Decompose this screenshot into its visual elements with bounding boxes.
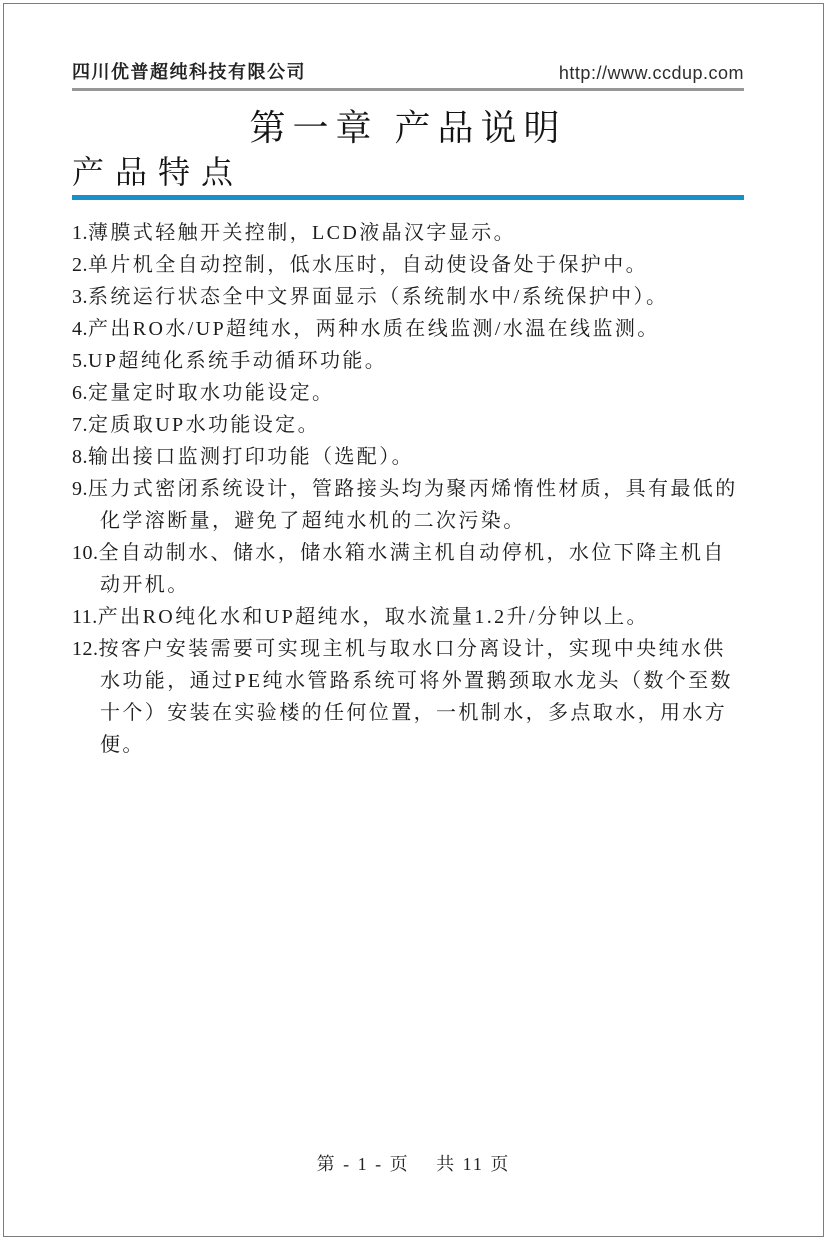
feature-item-7 — [72, 409, 744, 441]
feature-item-12 — [72, 633, 744, 761]
section-underline — [72, 195, 744, 200]
feature-text: 系统运行状态全中文界面显示（系统制水中/系统保护中）。 — [88, 285, 669, 308]
company-name: 四川优普超纯科技有限公司 — [72, 62, 306, 82]
feature-item-2 — [72, 249, 744, 281]
feature-number: 5. — [72, 349, 88, 372]
feature-text: UP超纯化系统手动循环功能。 — [88, 349, 388, 372]
feature-number: 11. — [72, 605, 98, 628]
feature-text: 压力式密闭系统设计，管路接头均为聚丙烯惰性材质，具有最低的化学溶断量，避免了超纯水机的二次污染。 — [88, 477, 738, 532]
feature-number: 1. — [72, 221, 88, 244]
feature-text: 输出接口监测打印功能（选配）。 — [88, 445, 414, 468]
feature-number: 10. — [72, 541, 99, 564]
feature-item-10 — [72, 537, 744, 601]
chapter-title: 第一章 产品说明 — [249, 108, 567, 148]
feature-number: 2. — [72, 253, 88, 276]
feature-text: 薄膜式轻触开关控制，LCD液晶汉字显示。 — [88, 221, 516, 244]
page-number-footer: 第 - 1 - 页 共 11 页 — [316, 1154, 511, 1174]
feature-text: 全自动制水、储水，储水箱水满主机自动停机，水位下降主机自动开机。 — [98, 541, 726, 596]
feature-item-3 — [72, 281, 744, 313]
feature-number: 4. — [72, 317, 88, 340]
website-url: http://www.ccdup.com — [558, 63, 744, 83]
feature-text: 单片机全自动控制，低水压时，自动使设备处于保护中。 — [88, 253, 648, 276]
feature-number: 9. — [72, 477, 88, 500]
feature-item-5 — [72, 345, 744, 377]
header-rule — [72, 88, 744, 91]
feature-number: 7. — [72, 413, 88, 436]
page-content — [72, 0, 744, 761]
feature-number: 8. — [72, 445, 88, 468]
feature-list — [72, 217, 744, 761]
feature-item-8 — [72, 441, 744, 473]
feature-text: 定量定时取水功能设定。 — [88, 381, 335, 404]
feature-number: 6. — [72, 381, 88, 404]
feature-item-9 — [72, 473, 744, 537]
feature-text: 定质取UP水功能设定。 — [88, 413, 320, 436]
section-heading: 产品特点 — [72, 154, 245, 191]
page-header — [72, 58, 744, 84]
feature-item-4 — [72, 313, 744, 345]
feature-text: 产出RO水/UP超纯水，两种水质在线监测/水温在线监测。 — [88, 317, 660, 340]
feature-item-11 — [72, 601, 744, 633]
feature-text: 按客户安装需要可实现主机与取水口分离设计，实现中央纯水供水功能，通过PE纯水管路系统可将外置鹅颈取水龙头（数个至数十个）安装在实验楼的任何位置，一机制水，多点取水，用水方便。 — [98, 637, 733, 756]
feature-text: 产出RO纯化水和UP超纯水，取水流量1.2升/分钟以上。 — [97, 605, 649, 628]
feature-number: 12. — [72, 637, 99, 660]
feature-item-1 — [72, 217, 744, 249]
feature-item-6 — [72, 377, 744, 409]
feature-number: 3. — [72, 285, 88, 308]
